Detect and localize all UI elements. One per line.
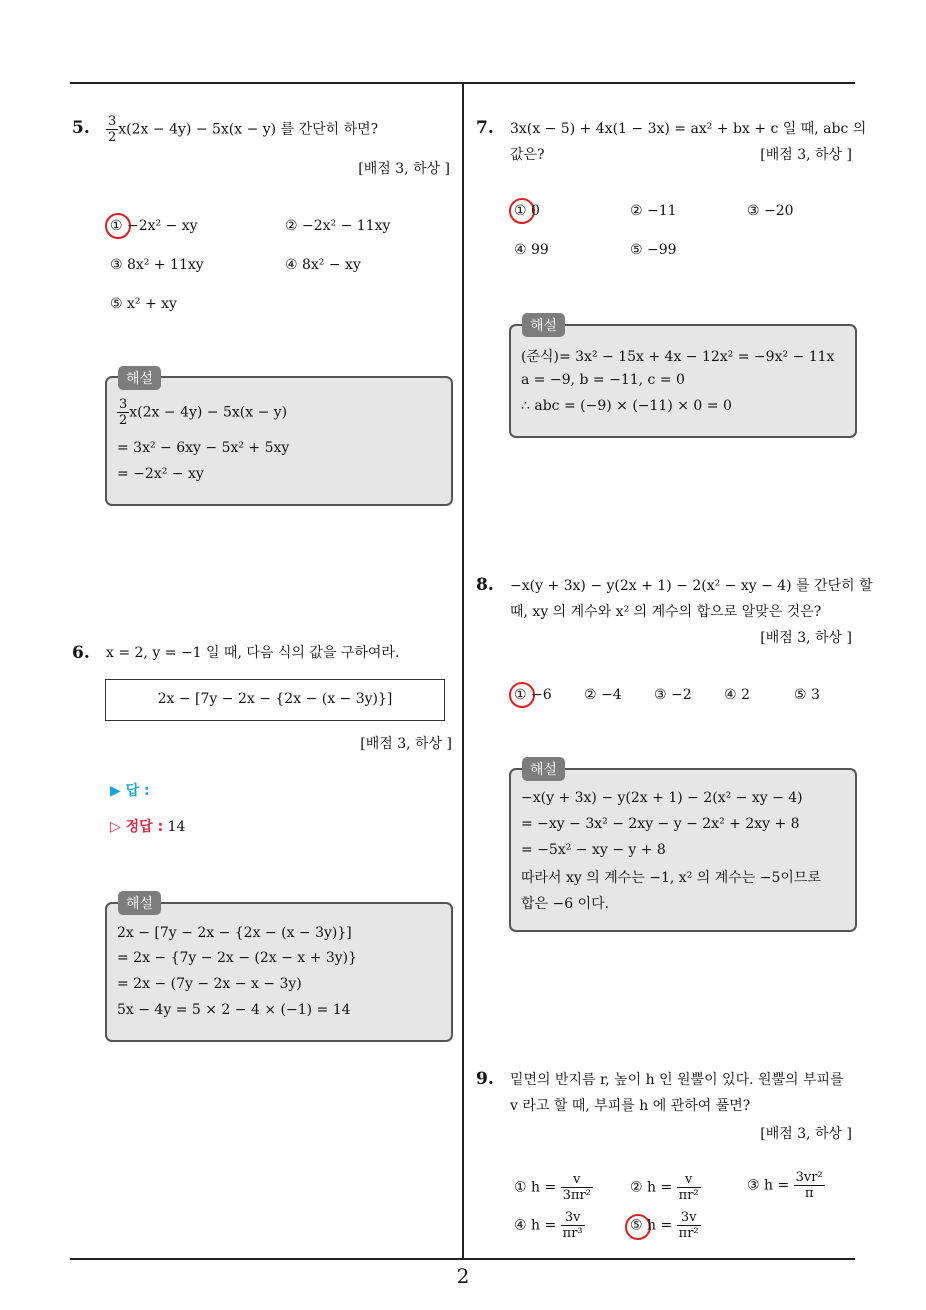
q5-explanation-tag: 해설 — [118, 366, 161, 390]
q6-correct-answer: ▷ 정답 : 14 — [110, 819, 186, 835]
q8-score: [배점 3, 하상 ] — [760, 630, 852, 646]
q5-choice-5[interactable]: ⑤ x² + xy — [110, 296, 177, 312]
q5-choice-3[interactable]: ③ 8x² + 11xy — [110, 257, 204, 273]
q5-choice-4[interactable]: ④ 8x² − xy — [285, 257, 361, 273]
q8-explanation-line-3: = −5x² − xy − y + 8 — [521, 842, 666, 858]
q9-score: [배점 3, 하상 ] — [760, 1126, 852, 1142]
q9-choice-4[interactable]: ④ h = $\frac{3v}{\text{πr³}}$ — [514, 1210, 583, 1241]
q7-choice-4[interactable]: ④ 99 — [514, 242, 549, 258]
q6-text: x = 2, y = −1 일 때, 다음 식의 값을 구하여라. — [106, 645, 400, 661]
q7-choice-2[interactable]: ② −11 — [630, 203, 677, 219]
q9-choice-3[interactable]: ③ h = $\frac{\text{3vr²}}{\pi}$ — [747, 1170, 823, 1201]
q6-expression-box: 2x − [7y − 2x − {2x − (x − 3y)}] — [105, 679, 445, 721]
q6-explanation-line-1: 2x − [7y − 2x − {2x − (x − 3y)}] — [117, 925, 352, 941]
q9-choice-1[interactable]: ① h = $\frac{v}{\text{3πr²}}$ — [514, 1172, 591, 1203]
q6-explanation-tag: 해설 — [118, 891, 161, 915]
q5-choice-2[interactable]: ② −2x² − 11xy — [285, 218, 391, 234]
q5-explanation-line-2: = 3x² − 6xy − 5x² + 5xy — [117, 440, 290, 456]
q7-explanation-line-3: ∴ abc = (−9) × (−11) × 0 = 0 — [521, 398, 732, 414]
q7-explanation-tag: 해설 — [522, 313, 565, 337]
q6-explanation-box — [105, 902, 453, 1042]
q7-text-line-2: 값은? — [510, 147, 545, 163]
q6-explanation-line-4: 5x − 4y = 5 × 2 − 4 × (−1) = 14 — [117, 1002, 351, 1018]
q9-text-line-2: v 라고 할 때, 부피를 h 에 관하여 풀면? — [510, 1098, 751, 1114]
q9-choice-2[interactable]: ② h = $\frac{v}{\text{πr²}}$ — [630, 1172, 699, 1203]
q6-answer-label: ▶ 답 : — [110, 783, 150, 799]
q9-choice-5[interactable]: ⑤ h = $\frac{3v}{\text{πr²}}$ — [630, 1210, 699, 1241]
q8-explanation-line-5: 합은 −6 이다. — [521, 896, 610, 912]
q8-choice-3[interactable]: ③ −2 — [654, 687, 692, 703]
q8-choice-5[interactable]: ⑤ 3 — [794, 687, 820, 703]
q8-text-line-2: 때, xy 의 계수와 x² 의 계수의 합으로 알맞은 것은? — [510, 604, 822, 620]
q8-choice-1[interactable]: ① −6 — [514, 687, 552, 703]
q8-choice-2[interactable]: ② −4 — [584, 687, 622, 703]
q8-text-line-1: −x(y + 3x) − y(2x + 1) − 2(x² − xy − 4) 를 간단히 할 — [510, 578, 873, 594]
q5-score: [배점 3, 하상 ] — [358, 161, 450, 177]
q9-number: 9. — [476, 1069, 494, 1089]
q5-choice-1[interactable]: ① −2x² − xy — [110, 218, 198, 234]
q5-text: $\frac{3}{2}$ x(2x − 4y) − 5x(x − y) 를 간단히 하면? — [108, 114, 379, 145]
q7-text-line-1: 3x(x − 5) + 4x(1 − 3x) = ax² + bx + c 일 때, abc 의 — [510, 121, 867, 137]
q7-choice-1[interactable]: ① 0 — [514, 203, 540, 219]
q5-explanation-line-3: = −2x² − xy — [117, 466, 204, 482]
q7-explanation-line-1: (준식)= 3x² − 15x + 4x − 12x² = −9x² − 11x — [521, 349, 835, 365]
q7-explanation-line-2: a = −9, b = −11, c = 0 — [521, 372, 685, 388]
q8-choice-4[interactable]: ④ 2 — [724, 687, 750, 703]
column-divider — [462, 82, 464, 1259]
bottom-rule — [70, 1258, 855, 1260]
q6-number: 6. — [72, 643, 90, 663]
q8-explanation-line-4: 따라서 xy 의 계수는 −1, x² 의 계수는 −5이므로 — [521, 870, 821, 886]
q5-explanation-line-1: $\frac{3}{2}$ x(2x − 4y) − 5x(x − y) — [119, 397, 288, 428]
q7-choice-5[interactable]: ⑤ −99 — [630, 242, 677, 258]
q5-fraction: $\frac{3}{2}$ — [108, 114, 117, 145]
q8-number: 8. — [476, 575, 494, 595]
q6-explanation-line-2: = 2x − {7y − 2x − (2x − x + 3y)} — [117, 950, 358, 966]
q9-text-line-1: 밑면의 반지름 r, 높이 h 인 원뿔이 있다. 원뿔의 부피를 — [510, 1072, 844, 1088]
q8-explanation-line-2: = −xy − 3x² − 2xy − y − 2x² + 2xy + 8 — [521, 816, 800, 832]
q6-explanation-line-3: = 2x − (7y − 2x − x − 3y) — [117, 976, 302, 992]
q6-score: [배점 3, 하상 ] — [360, 736, 452, 752]
page-number: 2 — [456, 1264, 470, 1288]
q7-number: 7. — [476, 118, 494, 138]
q7-score: [배점 3, 하상 ] — [760, 147, 852, 163]
q7-choice-3[interactable]: ③ −20 — [747, 203, 794, 219]
q5-number: 5. — [72, 118, 90, 138]
q8-explanation-line-1: −x(y + 3x) − y(2x + 1) − 2(x² − xy − 4) — [521, 790, 803, 806]
q8-explanation-tag: 해설 — [522, 757, 565, 781]
